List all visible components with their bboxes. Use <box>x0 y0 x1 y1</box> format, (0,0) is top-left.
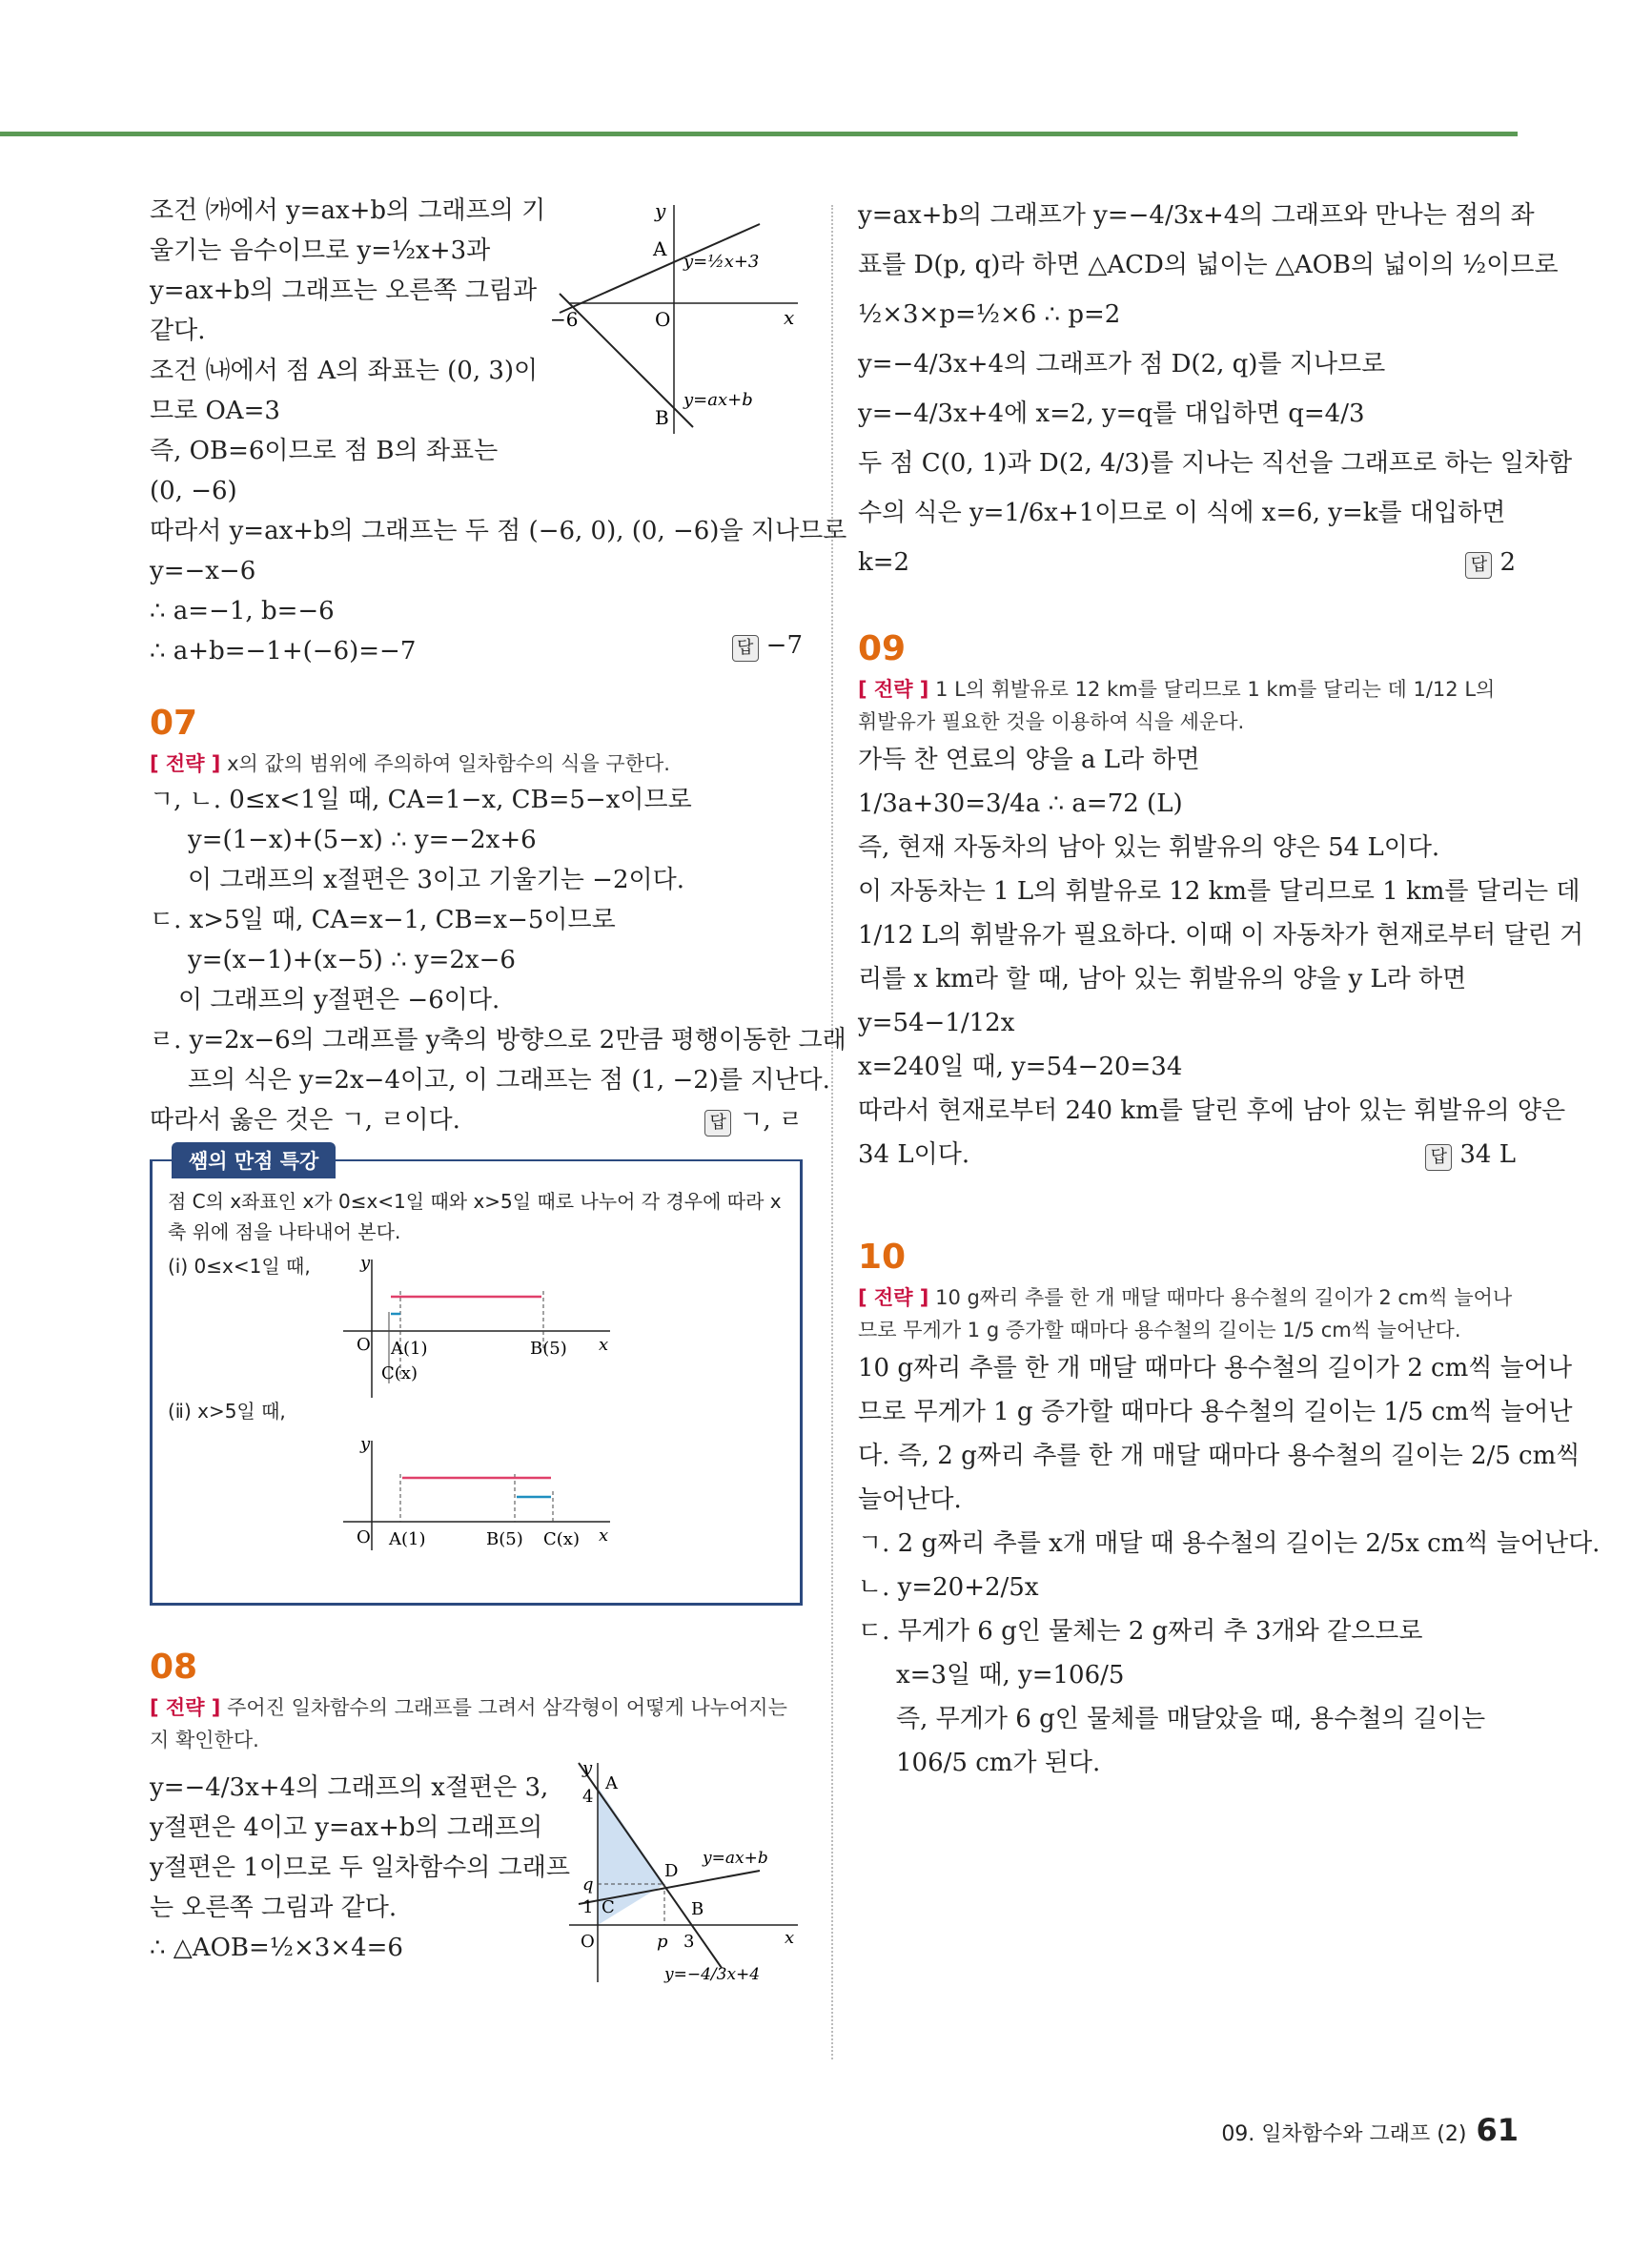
g8-x: x <box>785 1928 795 1948</box>
line1-label: y=½x+3 <box>683 252 760 272</box>
text-line: ㄹ. y=2x−6의 그래프를 y축의 방향으로 2만큼 평행이동한 그래 <box>150 1026 846 1055</box>
text-line: 10 g짜리 추를 한 개 매달 때마다 용수철의 길이가 2 cm씩 늘어나 <box>858 1354 1572 1383</box>
answer <box>1425 1133 1516 1177</box>
strategy <box>858 673 1516 738</box>
text-line: y=−4/3x+4의 그래프의 x절편은 3, <box>150 1773 549 1802</box>
g8-q: q <box>582 1874 594 1895</box>
text-line: y=(x−1)+(x−5) ∴ y=2x−6 <box>188 946 516 974</box>
answer-mark: 답 <box>732 635 759 662</box>
text-line: 106/5 cm가 된다. <box>896 1749 1101 1777</box>
axis-y-label: y <box>655 200 666 222</box>
number-line-figure-1 <box>343 1255 629 1407</box>
answer-value: 2 <box>1499 548 1516 577</box>
text-line: 같다. <box>150 317 206 345</box>
text-line: 1/12 L의 휘발유가 필요하다. 이때 이 자동차가 현재로부터 달린 거 <box>858 921 1584 950</box>
tick-neg6: −6 <box>550 308 579 331</box>
text-line: 이 그래프의 x절편은 3이고 기울기는 −2이다. <box>188 866 684 894</box>
text-line: ㄷ. x>5일 때, CA=x−1, CB=x−5이므로 <box>150 906 616 934</box>
answer-value: ㄱ, ㄹ <box>739 1106 803 1135</box>
problem-number-07: 07 <box>150 704 198 743</box>
left-column <box>150 191 847 1984</box>
answer-value: −7 <box>765 631 803 660</box>
fig2-o: O <box>357 1527 371 1547</box>
fig1-c: C(x) <box>381 1363 418 1383</box>
text-line: ½×3×p=½×6 ∴ p=2 <box>858 300 1121 329</box>
text-line: 이 자동차는 1 L의 휘발유로 12 km를 달리므로 1 km를 달리는 데 <box>858 877 1581 906</box>
tip-text: 점 C의 x좌표인 x가 0≤x<1일 때와 x>5일 때로 나누어 각 경우에 따라 x축 위에 점을 나타내어 본다. <box>168 1190 782 1243</box>
text-line: ㄱ. 2 g짜리 추를 x개 매달 때 용수철의 길이는 2/5x cm씩 늘어난다. <box>858 1529 1601 1558</box>
text-line: y절편은 4이고 y=ax+b의 그래프의 <box>150 1813 543 1842</box>
axis-x-label: x <box>784 306 795 329</box>
line2-label: y=ax+b <box>683 390 753 410</box>
strategy-text: x의 값의 범위에 주의하여 일차함수의 식을 구한다. <box>227 752 670 775</box>
text-line: y=ax+b의 그래프는 오른쪽 그림과 <box>150 277 538 305</box>
text-line: 즉, 무게가 6 g인 물체를 매달았을 때, 용수철의 길이는 <box>896 1705 1486 1733</box>
answer-mark: 답 <box>1425 1144 1452 1171</box>
fig1-x: x <box>599 1335 609 1355</box>
text-line: 므로 OA=3 <box>150 397 280 425</box>
text-line: 따라서 현재로부터 240 km를 달린 후에 남아 있는 휘발유의 양은 <box>858 1096 1566 1125</box>
page-footer <box>1221 2112 1519 2148</box>
text-line: 즉, 현재 자동차의 남아 있는 휘발유의 양은 54 L이다. <box>858 833 1440 862</box>
graph-06 <box>550 200 807 439</box>
g8-three: 3 <box>683 1932 695 1952</box>
number-line-figure-2 <box>343 1436 629 1560</box>
problem-number-10: 10 <box>858 1238 907 1277</box>
g8-one: 1 <box>582 1897 594 1917</box>
origin-label: O <box>655 308 671 331</box>
text-line: 표를 D(p, q)라 하면 △ACD의 넓이는 △AOB의 넓이의 ½이므로 <box>858 251 1559 279</box>
text-line: 수의 식은 y=1/6x+1이므로 이 식에 x=6, y=k를 대입하면 <box>858 499 1506 527</box>
answer <box>704 1100 803 1140</box>
answer-value: 34 L <box>1459 1140 1516 1169</box>
g8-c: C <box>602 1897 615 1917</box>
strategy <box>150 748 803 780</box>
text-line: 두 점 C(0, 1)과 D(2, 4/3)를 지나는 직선을 그래프로 하는 일차함 <box>858 449 1573 478</box>
answer-mark: 답 <box>704 1110 731 1137</box>
text-line: k=2 <box>858 548 910 577</box>
text-line: ㄴ. y=20+2/5x <box>858 1573 1039 1602</box>
strategy-text: 10 g짜리 추를 한 개 매달 때마다 용수철의 길이가 2 cm씩 늘어나므로 무게가 1 g 증가할 때마다 용수철의 길이는 1/5 cm씩 늘어난다. <box>858 1286 1513 1342</box>
g8-y: y <box>582 1758 593 1778</box>
text-line: y=ax+b의 그래프가 y=−4/3x+4의 그래프와 만나는 점의 좌 <box>858 201 1535 230</box>
text-line: 조건 ㈎에서 y=ax+b의 그래프의 기 <box>150 196 546 225</box>
strategy-tag: [ 전략 ] <box>858 678 929 701</box>
text-line: 다. 즉, 2 g짜리 추를 한 개 매달 때마다 용수철의 길이는 2/5 cm씩 <box>858 1442 1581 1470</box>
page-number: 61 <box>1476 2112 1519 2148</box>
text-line: 34 L이다. <box>858 1140 970 1169</box>
text-line: ∴ △AOB=½×3×4=6 <box>150 1934 403 1962</box>
right-column <box>858 191 1601 1785</box>
problem-number-09: 09 <box>858 629 907 668</box>
text-line: ㄷ. 무게가 6 g인 물체는 2 g짜리 추 3개와 같으므로 <box>858 1617 1423 1646</box>
text-line: 울기는 음수이므로 y=½x+3과 <box>150 236 491 265</box>
chapter-title: 09. 일차함수와 그래프 (2) <box>1221 2122 1467 2146</box>
text-line: 즉, OB=6이므로 점 B의 좌표는 <box>150 437 499 465</box>
answer-mark: 답 <box>1465 552 1492 579</box>
g8-o: O <box>581 1932 595 1952</box>
answer <box>1465 538 1516 587</box>
text-line: y=−4/3x+4의 그래프가 점 D(2, q)를 지나므로 <box>858 350 1386 379</box>
strategy <box>858 1281 1516 1346</box>
top-accent-bar <box>0 132 1518 136</box>
strategy-text: 주어진 일차함수의 그래프를 그려서 삼각형이 어떻게 나누어지는지 확인한다. <box>150 1696 787 1751</box>
g8-b: B <box>691 1899 704 1919</box>
text-line: ∴ a=−1, b=−6 <box>150 597 335 625</box>
column-divider <box>831 205 833 2059</box>
text-line: ∴ a+b=−1+(−6)=−7 <box>150 637 417 666</box>
g8-four: 4 <box>582 1787 594 1807</box>
fig1-y: y <box>360 1255 371 1273</box>
text-line: 1/3a+30=3/4a ∴ a=72 (L) <box>858 789 1183 818</box>
answer <box>732 631 803 671</box>
strategy <box>150 1691 803 1756</box>
text-line: y=(1−x)+(5−x) ∴ y=−2x+6 <box>188 826 537 854</box>
text-line: 조건 ㈏에서 점 A의 좌표는 (0, 3)이 <box>150 357 539 385</box>
text-line: 따라서 옳은 것은 ㄱ, ㄹ이다. <box>150 1106 460 1135</box>
text-line: y=−4/3x+4에 x=2, y=q를 대입하면 q=4/3 <box>858 399 1365 428</box>
text-line: (0, −6) <box>150 477 237 505</box>
g8-d: D <box>664 1861 679 1881</box>
text-line: 늘어난다. <box>858 1485 962 1514</box>
fig1-a: A(1) <box>391 1339 428 1359</box>
fig2-x: x <box>599 1526 609 1546</box>
text-line: 가득 찬 연료의 양을 a L라 하면 <box>858 746 1200 774</box>
fig2-y: y <box>360 1436 371 1454</box>
g8-line2: y=−4/3x+4 <box>664 1965 761 1984</box>
text-line: y=54−1/12x <box>858 1009 1015 1037</box>
fig1-o: O <box>357 1335 371 1355</box>
text-line: 프의 식은 y=2x−4이고, 이 그래프는 점 (1, −2)를 지난다. <box>188 1066 830 1095</box>
tip-case-1: (ⅰ) 0≤x<1일 때, <box>168 1255 311 1278</box>
g8-a: A <box>605 1773 618 1793</box>
strategy-tag: [ 전략 ] <box>858 1286 929 1309</box>
problem-number-08: 08 <box>150 1648 198 1687</box>
text-line: ㄱ, ㄴ. 0≤x<1일 때, CA=1−x, CB=5−x이므로 <box>150 786 692 814</box>
strategy-text: 1 L의 휘발유로 12 km를 달리므로 1 km를 달리는 데 1/12 L의 휘발유가 필요한 것을 이용하여 식을 세운다. <box>858 678 1496 733</box>
fig2-c: C(x) <box>543 1529 580 1549</box>
tip-title: 쌤의 만점 특강 <box>172 1142 336 1178</box>
text-line: 따라서 y=ax+b의 그래프는 두 점 (−6, 0), (0, −6)을 지나므로 <box>150 517 847 545</box>
text-line: 는 오른쪽 그림과 같다. <box>150 1894 398 1922</box>
fig1-b: B(5) <box>530 1339 567 1359</box>
problem-08-solution-cont <box>858 191 1573 587</box>
strategy-tag: [ 전략 ] <box>150 1696 221 1719</box>
point-b-label: B <box>655 406 669 429</box>
text-line: 이 그래프의 y절편은 −6이다. <box>178 986 500 1014</box>
g8-p: p <box>657 1932 668 1952</box>
text-line: y=−x−6 <box>150 557 256 585</box>
point-a-label: A <box>653 237 667 260</box>
text-line: 리를 x km라 할 때, 남아 있는 휘발유의 양을 y L라 하면 <box>858 965 1467 993</box>
fig2-b: B(5) <box>486 1529 523 1549</box>
problem-06-solution <box>150 191 847 671</box>
tip-box <box>150 1150 803 1606</box>
fig2-a: A(1) <box>389 1529 426 1549</box>
text-line: x=3일 때, y=106/5 <box>896 1661 1125 1690</box>
tip-case-2: (ⅱ) x>5일 때, <box>168 1400 286 1423</box>
strategy-tag: [ 전략 ] <box>150 752 221 775</box>
g8-line1: y=ax+b <box>703 1849 768 1868</box>
text-line: x=240일 때, y=54−20=34 <box>858 1053 1183 1081</box>
text-line: 므로 무게가 1 g 증가할 때마다 용수철의 길이는 1/5 cm씩 늘어난 <box>858 1398 1573 1426</box>
graph-08 <box>569 1758 807 1987</box>
text-line: y절편은 1이므로 두 일차함수의 그래프 <box>150 1854 571 1882</box>
